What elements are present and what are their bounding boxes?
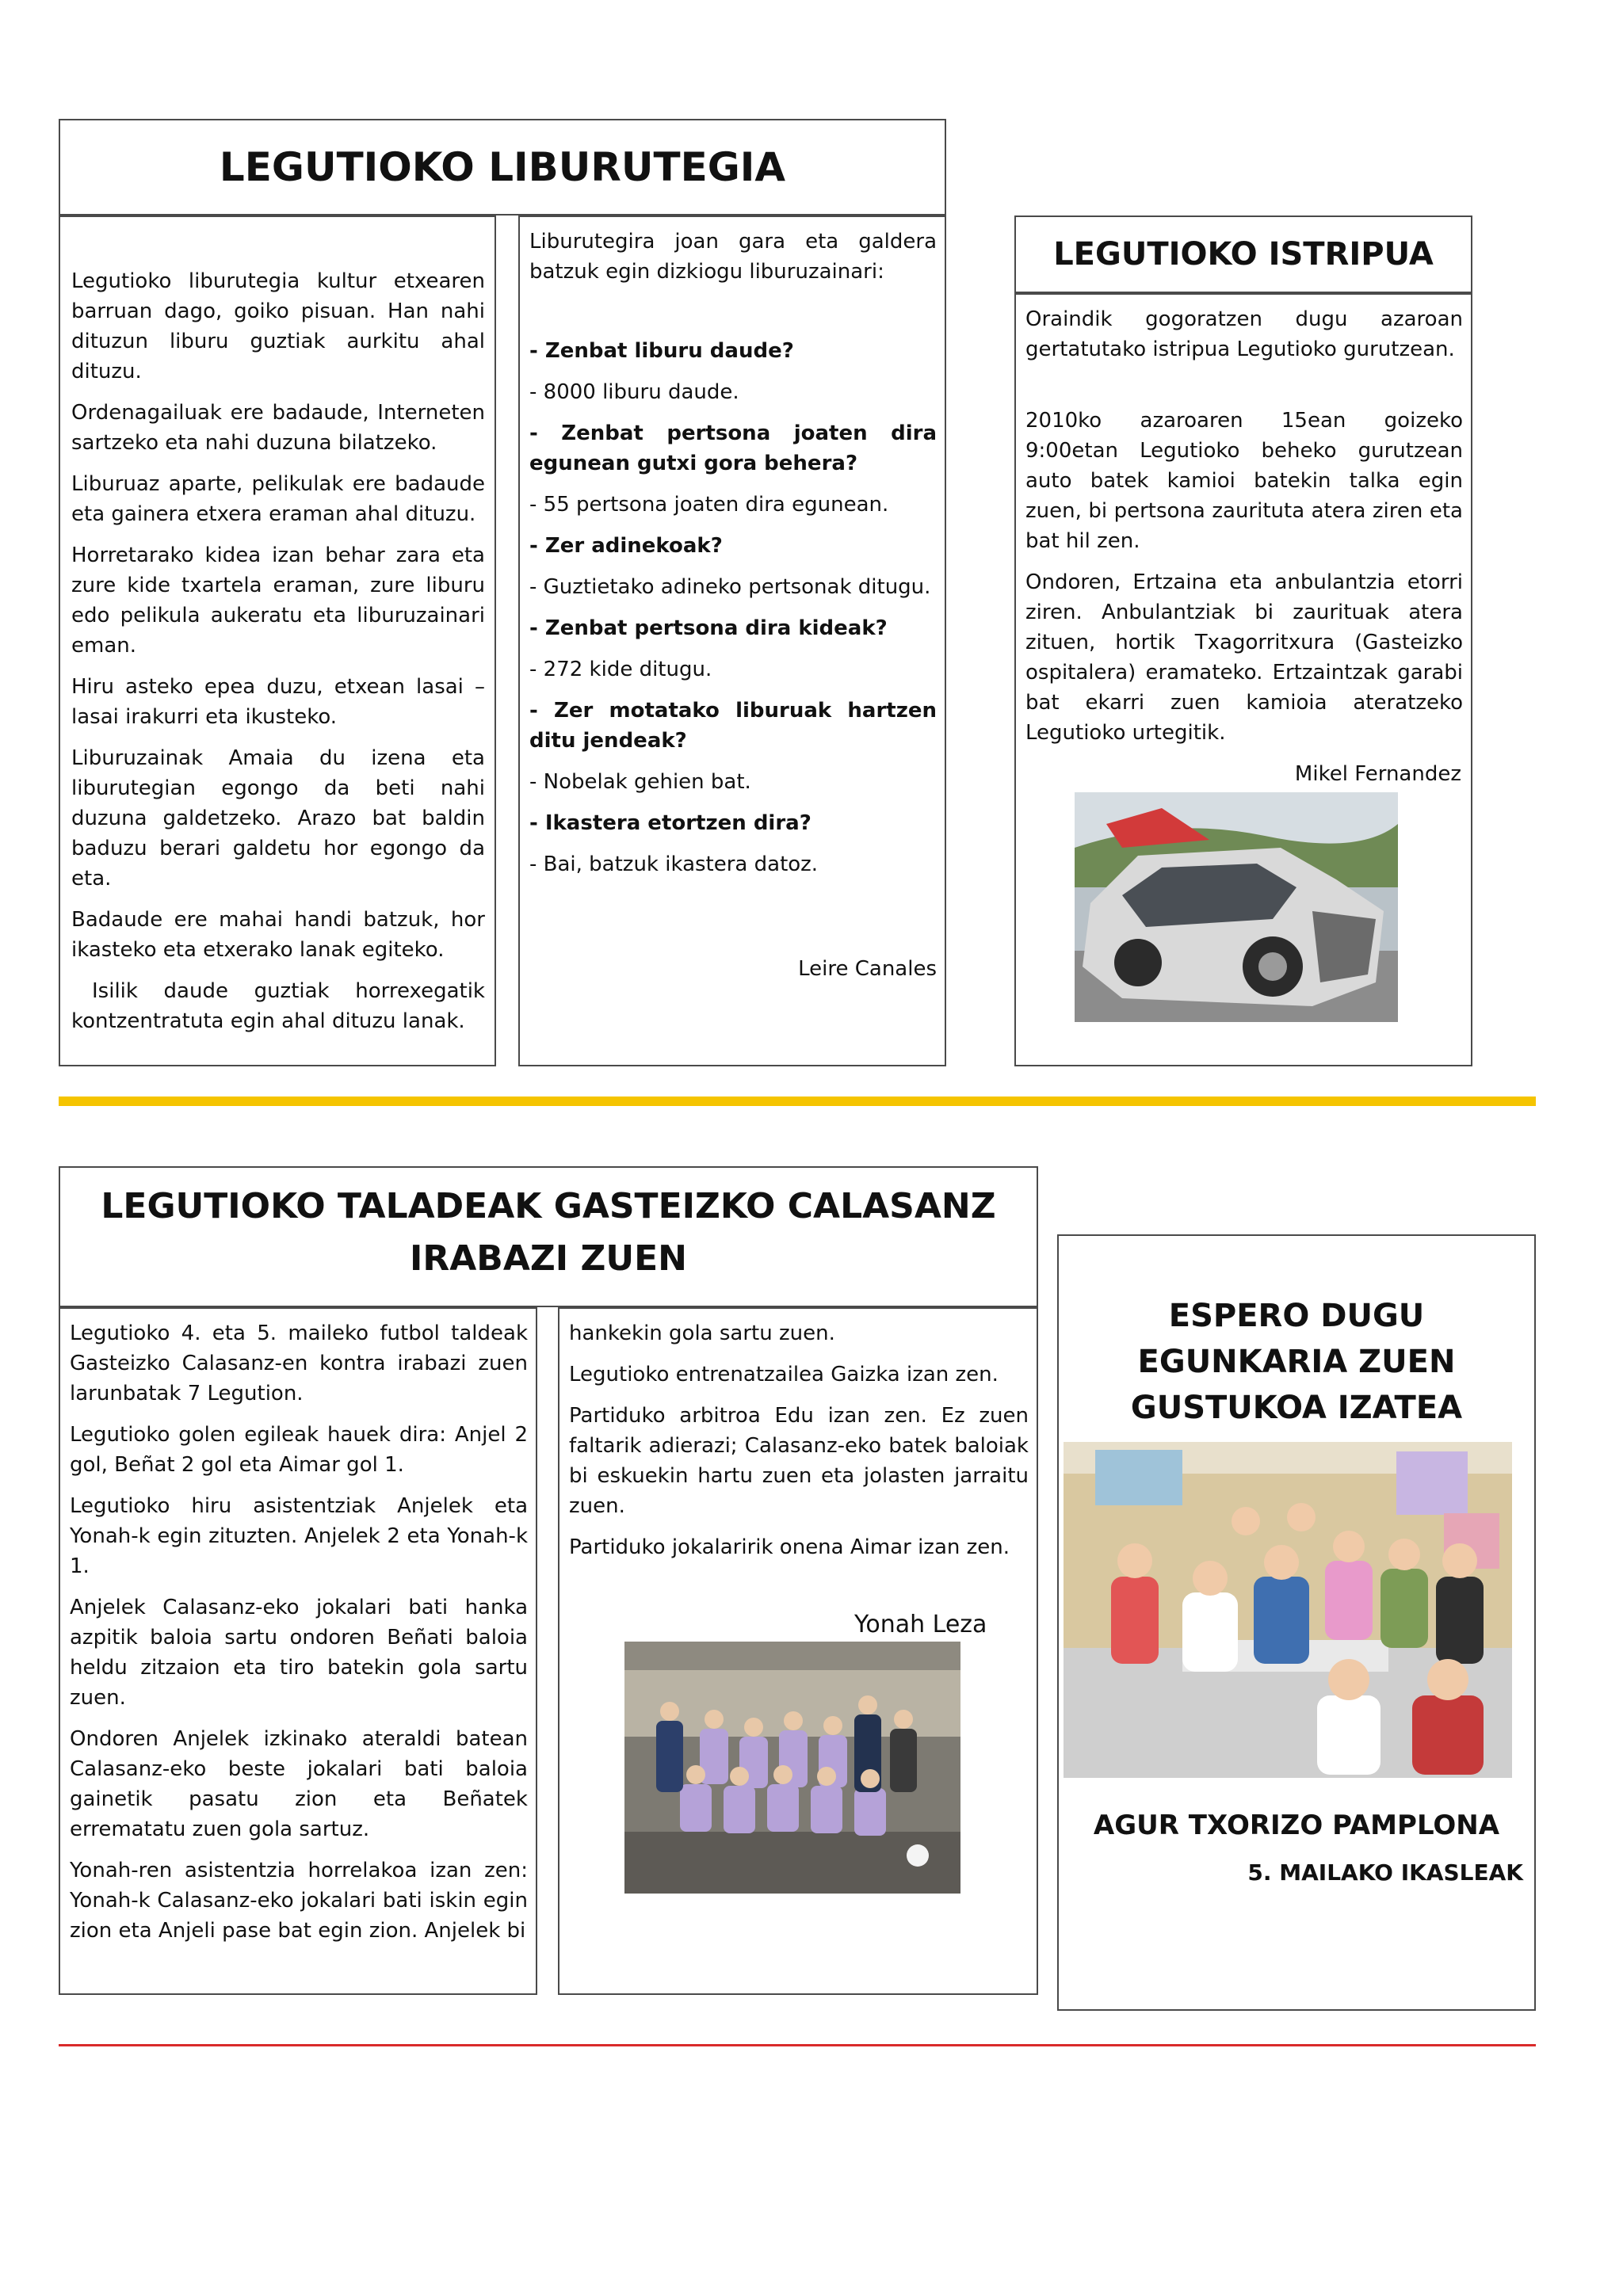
football-title-line-1: LEGUTIOKO TALADEAK GASTEIZKO CALASANZ [101, 1186, 996, 1226]
accident-title: LEGUTIOKO ISTRIPUA [1053, 236, 1434, 273]
interview-answer: - Bai, batzuk ikastera datoz. [529, 852, 819, 876]
football-paragraph: Legutioko entrenatzailea Gaizka izan zen. [569, 1363, 999, 1386]
library-interview-column [518, 215, 946, 1066]
accident-photo [1075, 792, 1398, 1022]
library-paragraph: Legutioko liburutegia kultur etxearen barruan dago, goiko pisuan. Han nahi dituzun liburu guztiak aurkitu ahal dituzu. [71, 269, 485, 383]
accident-title-box [1014, 215, 1472, 293]
accident-paragraph: Oraindik gogoratzen dugu azaroan gertatutako istripua Legutioko gurutzean. [1025, 307, 1463, 361]
interview-question: - Zer adinekoak? [529, 534, 723, 558]
yellow-divider [59, 1097, 1536, 1106]
football-title-line-2: IRABAZI ZUEN [409, 1238, 687, 1279]
library-paragraph: Badaude ere mahai handi batzuk, hor ikasteko eta etxerako lanak egiteko. [71, 908, 485, 962]
football-paragraph: Partiduko jokalaririk onena Aimar izan zen. [569, 1535, 1010, 1559]
farewell-title: ESPERO DUGU EGUNKARIA ZUEN GUSTUKOA IZATEA [1130, 1298, 1463, 1426]
accident-author: Mikel Fernandez [1294, 762, 1461, 786]
library-title-box [59, 119, 946, 215]
library-paragraph: Hiru asteko epea duzu, etxean lasai – lasai irakurri eta ikusteko. [71, 675, 485, 729]
library-paragraph: Liburuaz aparte, pelikulak ere badaude eta gainera etxera eraman ahal dituzu. [71, 472, 485, 526]
football-paragraph: Legutioko 4. eta 5. maileko futbol taldeak Gasteizko Calasanz-en kontra irabazi zuen larunbatak 7 Legution. [70, 1322, 528, 1405]
farewell-goodbye: AGUR TXORIZO PAMPLONA [1093, 1810, 1500, 1841]
interview-answer: - 55 pertsona joaten dira egunean. [529, 493, 889, 517]
interview-answer: - 8000 liburu daude. [529, 380, 739, 404]
team-photo [624, 1642, 960, 1894]
football-paragraph: Anjelek Calasanz-eko jokalari bati hanka azpitik baloia sartu ondoren Beñati baloia heldu zitzaion eta tiro batekin gola sartu zuen. [70, 1596, 528, 1710]
football-column-1 [59, 1307, 537, 1995]
interview-answer: - Nobelak gehien bat. [529, 770, 751, 794]
interview-answer: - 272 kide ditugu. [529, 658, 712, 681]
library-paragraph: Ordenagailuak ere badaude, Interneten sartzeko eta nahi duzuna bilatzeko. [71, 401, 485, 455]
interview-question: - Zer motatako liburuak hartzen ditu jendeak? [529, 699, 937, 753]
interview-intro: Liburutegira joan gara eta galdera batzuk egin dizkiogu liburuzainari: [529, 230, 937, 284]
red-divider [59, 2044, 1536, 2046]
football-paragraph: Legutioko golen egileak hauek dira: Anjel 2 gol, Beñat 2 gol eta Aimar gol 1. [70, 1423, 528, 1477]
football-author: Yonah Leza [854, 1611, 987, 1638]
football-paragraph: Legutioko hiru asistentziak Anjelek eta Yonah-k egin zituzten. Anjelek 2 eta Yonah-k 1. [70, 1494, 528, 1578]
library-paragraph: Liburuzainak Amaia du izena eta liburutegian egongo da beti nahi duzuna galdetzeko. Arazo bat baldin baduzu berari galdetu hor egongo da eta. [71, 746, 485, 891]
football-paragraph: Yonah-ren asistentzia horrelakoa izan zen: Yonah-k Calasanz-eko jokalari bati iskin egin zion eta Anjeli pase bat egin zion. Anjelek bi [70, 1859, 528, 1943]
interview-answer: - Guztietako adineko pertsonak ditugu. [529, 575, 931, 599]
accident-paragraph: Ondoren, Ertzaina eta anbulantzia etorri ziren. Anbulantziak bi zaurituak atera zituen, hortik Txagorritxura (Gasteizko ospitalera) eramateko. Ertzaintzak garabi bat ekarri zuen kamioia ateratzeko Legutioko urtegitik. [1025, 570, 1463, 745]
football-paragraph: hankekin gola sartu zuen. [569, 1322, 835, 1345]
library-paragraph: Horretarako kidea izan behar zara eta zure kide txartela eraman, zure liburu edo pelikula aukeratu eta liburuzainari eman. [71, 543, 485, 658]
interview-question: - Zenbat pertsona joaten dira egunean gutxi gora behera? [529, 421, 937, 475]
farewell-class: 5. MAILAKO IKASLEAK [1247, 1859, 1523, 1886]
interview-question: - Zenbat liburu daude? [529, 339, 794, 363]
library-title: LEGUTIOKO LIBURUTEGIA [219, 144, 786, 190]
football-paragraph: Ondoren Anjelek izkinako ateraldi batean Calasanz-eko beste jokalari bati baloia gainetik pasatu zion eta Beñatek errematatu zuen gola sartuz. [70, 1727, 528, 1841]
library-paragraph: Isilik daude guztiak horrexegatik kontzentratuta egin ahal dituzu lanak. [71, 979, 485, 1033]
accident-paragraph: 2010ko azaroaren 15ean goizeko 9:00etan Legutioko beheko gurutzean auto batek kamioi batekin talka egin zuen, bi pertsona zauritutа atera ziren eta bat hil zen. [1025, 409, 1463, 553]
library-column-1 [59, 215, 496, 1066]
interview-question: - Ikastera etortzen dira? [529, 811, 812, 835]
class-photo [1064, 1442, 1512, 1778]
football-paragraph: Partiduko arbitroa Edu izan zen. Ez zuen faltarik adierazi; Calasanz-eko batek baloiak bi eskuekin hartu zuen eta jolasten jarraitu zuen. [569, 1404, 1029, 1518]
library-author: Leire Canales [798, 957, 937, 981]
interview-question: - Zenbat pertsona dira kideak? [529, 616, 888, 640]
football-title-box [59, 1166, 1038, 1307]
